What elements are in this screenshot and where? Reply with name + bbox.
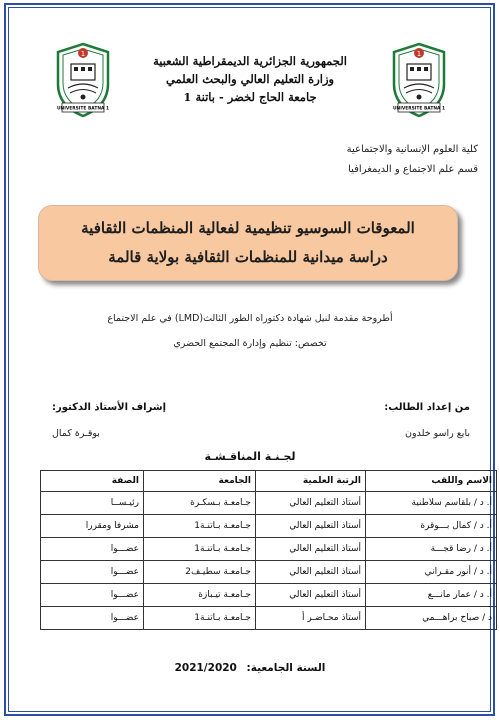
member-rank: أستاذ التعليم العالي (256, 561, 366, 584)
supervisor-label: إشراف الأستاذ الدكتور: (52, 402, 167, 413)
member-role: عضـــوا (41, 584, 144, 607)
thesis-title-line1: المعوقات السوسيو تنظيمية لفعالية المنظمات الثقافية (81, 219, 415, 237)
thesis-specialty: تخصص: تنظيم وإدارة المجتمع الحضري (173, 338, 327, 349)
academic-year-label: السنة الجامعية: (246, 662, 326, 674)
logo-number: 1 (80, 50, 86, 58)
member-name: أ. د / عمار مانـــع (366, 584, 497, 607)
member-university: جـامعـة بـاتنـة1 (144, 607, 256, 630)
header-university: جامعة الحاج لخضر - باتنة 1 (183, 90, 317, 104)
table-row (41, 538, 497, 561)
member-name: أ. د / كمال بـــوقرة (366, 515, 497, 538)
member-rank: أستاذ محـاضـر أ (256, 607, 366, 630)
header-university: الجامعة (144, 471, 256, 492)
header-block (120, 52, 380, 106)
member-rank: أستاذ التعليم العالي (256, 584, 366, 607)
member-university: جـامعـة بـسكـرة (144, 492, 256, 515)
header-rank: الرتبة العلمية (256, 471, 366, 492)
table-row (41, 515, 497, 538)
header-name: الاسم واللقب (366, 471, 497, 492)
member-role: عضـــوا (41, 538, 144, 561)
table-row (41, 492, 497, 515)
member-rank: أستاذ التعليم العالي (256, 492, 366, 515)
university-logo-right (388, 40, 450, 120)
member-university: جـامعـة سطيـف2 (144, 561, 256, 584)
member-name: د / صباح براهـــمي (366, 607, 497, 630)
member-role: مشرفا ومقررا (41, 515, 144, 538)
member-rank: أستاذ التعليم العالي (256, 538, 366, 561)
header-republic: الجمهورية الجزائرية الديمقراطية الشعبية (153, 54, 347, 68)
department-name: قسم علم الاجتماع و الديمغرافيا (348, 164, 478, 175)
member-name: أ. د / أنور مقـراني (366, 561, 497, 584)
member-role: عضـــوا (41, 561, 144, 584)
academic-year (40, 662, 460, 674)
member-role: رئيـســا (41, 492, 144, 515)
member-name: أ. د / بلقاسم سلاطنية (366, 492, 497, 515)
member-university: جـامعـة بـاتنـة1 (144, 538, 256, 561)
committee-title: لجـنـة المناقـشـة (204, 450, 296, 463)
table-row (41, 561, 497, 584)
member-role: عضـــوا (41, 607, 144, 630)
member-university: جـامعـة بـاتنـة1 (144, 515, 256, 538)
member-university: جـامعـة تيـبازة (144, 584, 256, 607)
table-row (41, 607, 497, 630)
member-name: أ. د / رضا قجـــة (366, 538, 497, 561)
logo-caption: UNIVERSITE BATNA 1 (56, 106, 110, 112)
student-name: بايع راسو خلدون (405, 428, 470, 439)
header-role: الصفة (41, 471, 144, 492)
header-ministry: وزارة التعليم العالي والبحث العلمي (165, 72, 335, 86)
logo-number: 1 (416, 50, 422, 58)
committee-table (40, 470, 497, 630)
member-rank: أستاذ التعليم العالي (256, 515, 366, 538)
committee-header-row (41, 471, 497, 492)
university-logo-left (52, 40, 114, 120)
supervisor-name: بوقـرة كمال (52, 428, 100, 439)
faculty-name: كلية العلوم الإنسانية والاجتماعية (346, 144, 478, 155)
prepared-by-label: من إعداد الطالب: (384, 402, 470, 413)
thesis-title-box (38, 205, 458, 281)
thesis-description: أطروحة مقدمة لنيل شهادة دكتوراه الطور الثالث(LMD) في علم الاجتماع (107, 313, 393, 324)
table-row (41, 584, 497, 607)
thesis-title-line2: دراسة ميدانية للمنظمات الثقافية بولاية قالمة (108, 248, 388, 266)
faculty-block (238, 140, 478, 180)
academic-year-value: 2021/2020 (174, 662, 237, 674)
logo-caption: UNIVERSITE BATNA 1 (392, 106, 446, 112)
